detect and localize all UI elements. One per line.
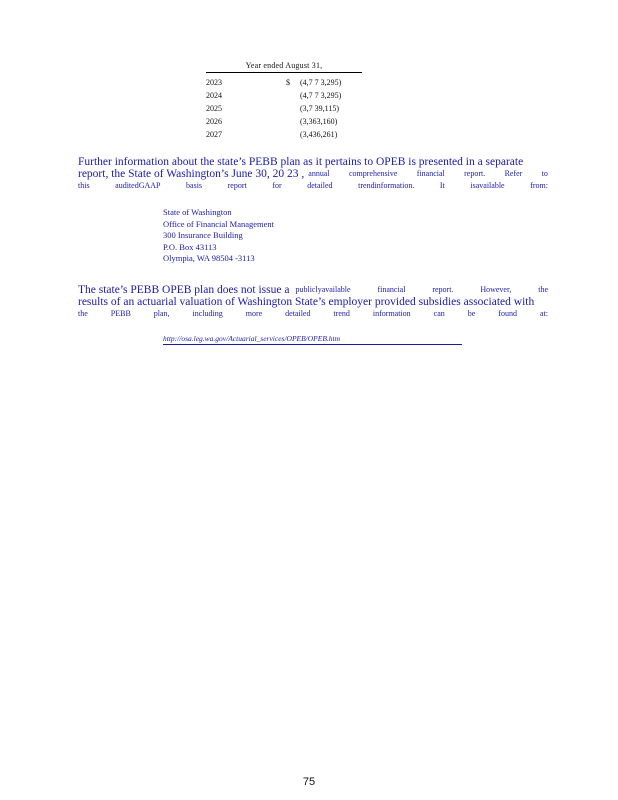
table-row — [206, 128, 362, 141]
word: Refer — [504, 169, 523, 178]
word: information — [372, 309, 411, 318]
word: basis — [186, 181, 203, 190]
table-amount: (3,7 39,115) — [300, 104, 340, 113]
table-year: 2023 — [206, 78, 222, 87]
table-amount: (4,7 7 3,295) — [300, 91, 342, 100]
paragraph-line-big-part: report, the State of Washington’s June 30, 20 23 , — [78, 168, 305, 180]
word: financial — [377, 285, 406, 294]
word: can — [433, 309, 445, 318]
word: However, — [480, 285, 512, 294]
table-year: 2027 — [206, 130, 222, 139]
paragraph-line-mixed — [78, 168, 548, 180]
page-number: 75 — [302, 776, 316, 788]
word: publiclyavailable — [295, 285, 351, 294]
table-amount: (3,436,261) — [300, 130, 338, 139]
word: PEBB — [110, 309, 131, 318]
further-information-paragraph — [78, 156, 548, 192]
word: detailed — [307, 181, 333, 190]
table-header: Year ended August 31, — [206, 59, 362, 73]
word: It — [439, 181, 445, 190]
word: annual — [308, 169, 330, 178]
table-row — [206, 76, 362, 89]
paragraph-line-mixed — [78, 284, 548, 296]
address-line: P.O. Box 43113 — [163, 241, 217, 252]
table-row — [206, 115, 362, 128]
table-amount: (3,363,160) — [300, 117, 338, 126]
paragraph-line — [78, 180, 548, 192]
currency-symbol: $ — [286, 78, 290, 87]
actuarial-valuation-paragraph — [78, 284, 548, 320]
word: to — [541, 169, 548, 178]
word: isavailable — [470, 181, 505, 190]
table-year: 2024 — [206, 91, 222, 100]
paragraph-line: Further information about the state’s PEBB plan as it pertains to OPEB is presented in a separate — [78, 156, 524, 168]
word: comprehensive — [348, 169, 398, 178]
opeb-cost-table — [206, 59, 362, 141]
paragraph-line — [78, 308, 548, 320]
word: trendinformation. — [358, 181, 415, 190]
word: auditedGAAP — [115, 181, 161, 190]
table-row — [206, 89, 362, 102]
word: found — [498, 309, 517, 318]
word: for — [272, 181, 282, 190]
word: from: — [530, 181, 548, 190]
paragraph-line: results of an actuarial valuation of Washington State’s employer provided subsidies associated with — [78, 296, 535, 308]
address-line: State of Washington — [163, 207, 232, 217]
table-amount: (4,7 7 3,295) — [300, 78, 342, 87]
address-line: Olympia, WA 98504 -3113 — [163, 253, 255, 263]
word: including — [192, 309, 223, 318]
word: the — [538, 285, 548, 294]
table-year: 2025 — [206, 104, 222, 113]
word: at: — [539, 309, 548, 318]
paragraph-line-small-part — [295, 284, 548, 296]
table-row — [206, 102, 362, 115]
word: trend — [333, 309, 350, 318]
word: financial — [416, 169, 445, 178]
word: the — [78, 309, 88, 318]
mailing-address — [163, 207, 274, 265]
word: report — [227, 181, 247, 190]
address-line: 300 Insurance Building — [163, 230, 243, 240]
word: report. — [432, 285, 454, 294]
word: plan, — [153, 309, 170, 318]
word: report. — [464, 169, 486, 178]
word: detailed — [285, 309, 311, 318]
word: this — [78, 181, 90, 190]
table-year: 2026 — [206, 117, 222, 126]
paragraph-line-big-part: The state’s PEBB OPEB plan does not issue a — [78, 284, 290, 296]
word: more — [245, 309, 263, 318]
actuarial-services-link[interactable]: http://osa.leg.wa.gov/Actuarial_services/OPEB/OPEB.htm — [163, 334, 462, 345]
paragraph-line-small-part — [308, 168, 548, 180]
word: be — [467, 309, 476, 318]
address-line: Office of Financial Management — [163, 218, 275, 229]
